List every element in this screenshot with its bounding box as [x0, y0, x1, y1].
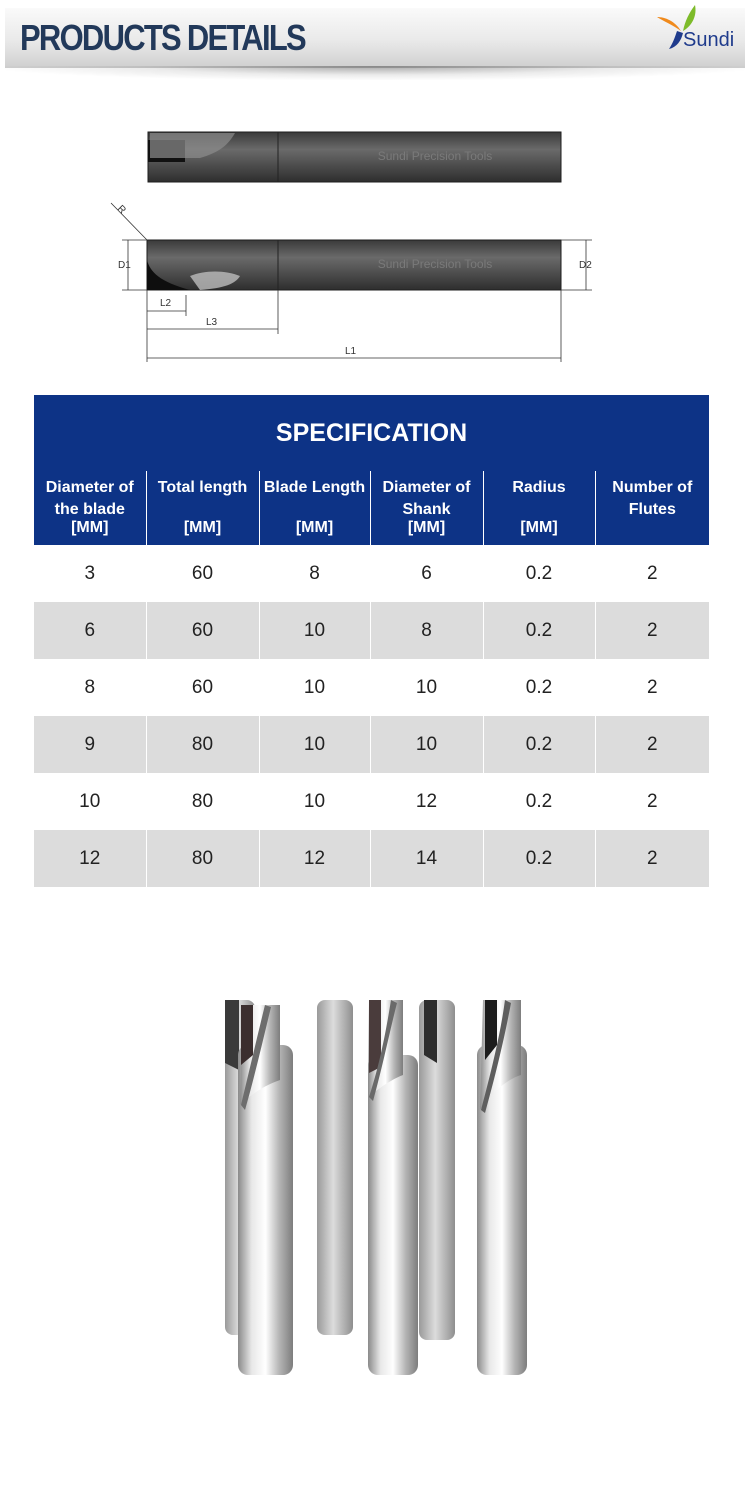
table-cell: 80 [146, 773, 259, 830]
table-header-row [34, 471, 709, 545]
engraving-text-lower: Sundi Precision Tools [377, 257, 493, 271]
d2-label: D2 [579, 260, 592, 271]
specification-title-text: SPECIFICATION [275, 418, 468, 447]
table-cell: 80 [146, 716, 259, 773]
end-mill-back-1 [317, 1000, 353, 1335]
end-mill-back-2 [419, 1000, 455, 1340]
column-header [146, 471, 259, 545]
table-cell: 10 [34, 773, 146, 830]
column-header [259, 471, 370, 545]
table-body [34, 545, 709, 887]
table-row [34, 830, 709, 887]
column-header-name: Total length [157, 479, 248, 496]
table-row [34, 602, 709, 659]
table-cell: 2 [595, 830, 709, 887]
column-header-name: Blade Length [263, 479, 366, 496]
table-cell: 2 [595, 659, 709, 716]
engraving-text: Sundi Precision Tools [377, 149, 493, 163]
radius-label: R [114, 203, 128, 217]
table-cell: 10 [259, 773, 370, 830]
column-header-unit: [MM] [71, 519, 109, 536]
column-header-unit: [MM] [520, 519, 558, 536]
column-header [34, 471, 146, 545]
column-header-name: Diameter of the blade [45, 479, 134, 518]
l3-label: L3 [206, 317, 218, 328]
table-cell: 10 [370, 659, 483, 716]
end-mill-front-3 [477, 1000, 527, 1375]
table-cell: 6 [370, 545, 483, 602]
d1-label: D1 [118, 260, 131, 271]
logo-text: Sundi [683, 29, 735, 51]
column-header-unit: [MM] [183, 519, 222, 536]
table-cell: 10 [259, 716, 370, 773]
table-cell: 60 [146, 602, 259, 659]
l1-label: L1 [345, 346, 357, 357]
table-cell: 0.2 [483, 830, 595, 887]
tool-dimension-view [147, 240, 561, 290]
table-cell: 0.2 [483, 773, 595, 830]
table-cell: 8 [259, 545, 370, 602]
tool-dimension-diagram [105, 120, 605, 375]
table-cell: 12 [259, 830, 370, 887]
table-cell: 9 [34, 716, 146, 773]
column-header-unit: [MM] [407, 519, 446, 536]
table-cell: 10 [259, 659, 370, 716]
product-photo [205, 985, 545, 1385]
specification-table [34, 395, 709, 887]
table-cell: 0.2 [483, 545, 595, 602]
table-row [34, 716, 709, 773]
column-header [370, 471, 483, 545]
table-row [34, 659, 709, 716]
end-mill-front-2 [368, 1000, 418, 1375]
column-header-name: Radius [512, 479, 566, 496]
table-cell: 10 [370, 716, 483, 773]
header-shadow [5, 66, 745, 80]
table-cell: 8 [34, 659, 146, 716]
table-cell: 10 [259, 602, 370, 659]
table-cell: 60 [146, 659, 259, 716]
table-cell: 0.2 [483, 716, 595, 773]
column-header-unit: [MM] [295, 519, 334, 536]
table-row [34, 773, 709, 830]
tool-side-view [148, 132, 561, 182]
table-cell: 12 [370, 773, 483, 830]
table-cell: 0.2 [483, 602, 595, 659]
table-cell: 2 [595, 545, 709, 602]
table-cell: 8 [370, 602, 483, 659]
table-cell: 60 [146, 545, 259, 602]
table-cell: 3 [34, 545, 146, 602]
table-cell: 80 [146, 830, 259, 887]
table-cell: 12 [34, 830, 146, 887]
table-cell: 14 [370, 830, 483, 887]
specification-title [34, 395, 709, 471]
column-header-name: Diameter of Shank [382, 479, 471, 518]
table-cell: 2 [595, 773, 709, 830]
brand-logo [655, 3, 747, 59]
column-header-name: Number of Flutes [612, 479, 693, 518]
table-cell: 2 [595, 602, 709, 659]
table-cell: 2 [595, 716, 709, 773]
end-mill-front-1 [238, 1005, 293, 1375]
table-cell: 0.2 [483, 659, 595, 716]
column-header [595, 471, 709, 545]
table-row [34, 545, 709, 602]
column-header [483, 471, 595, 545]
l2-label: L2 [160, 298, 172, 309]
table-cell: 6 [34, 602, 146, 659]
page-title: PRODUCTS DETAILS [20, 17, 305, 58]
